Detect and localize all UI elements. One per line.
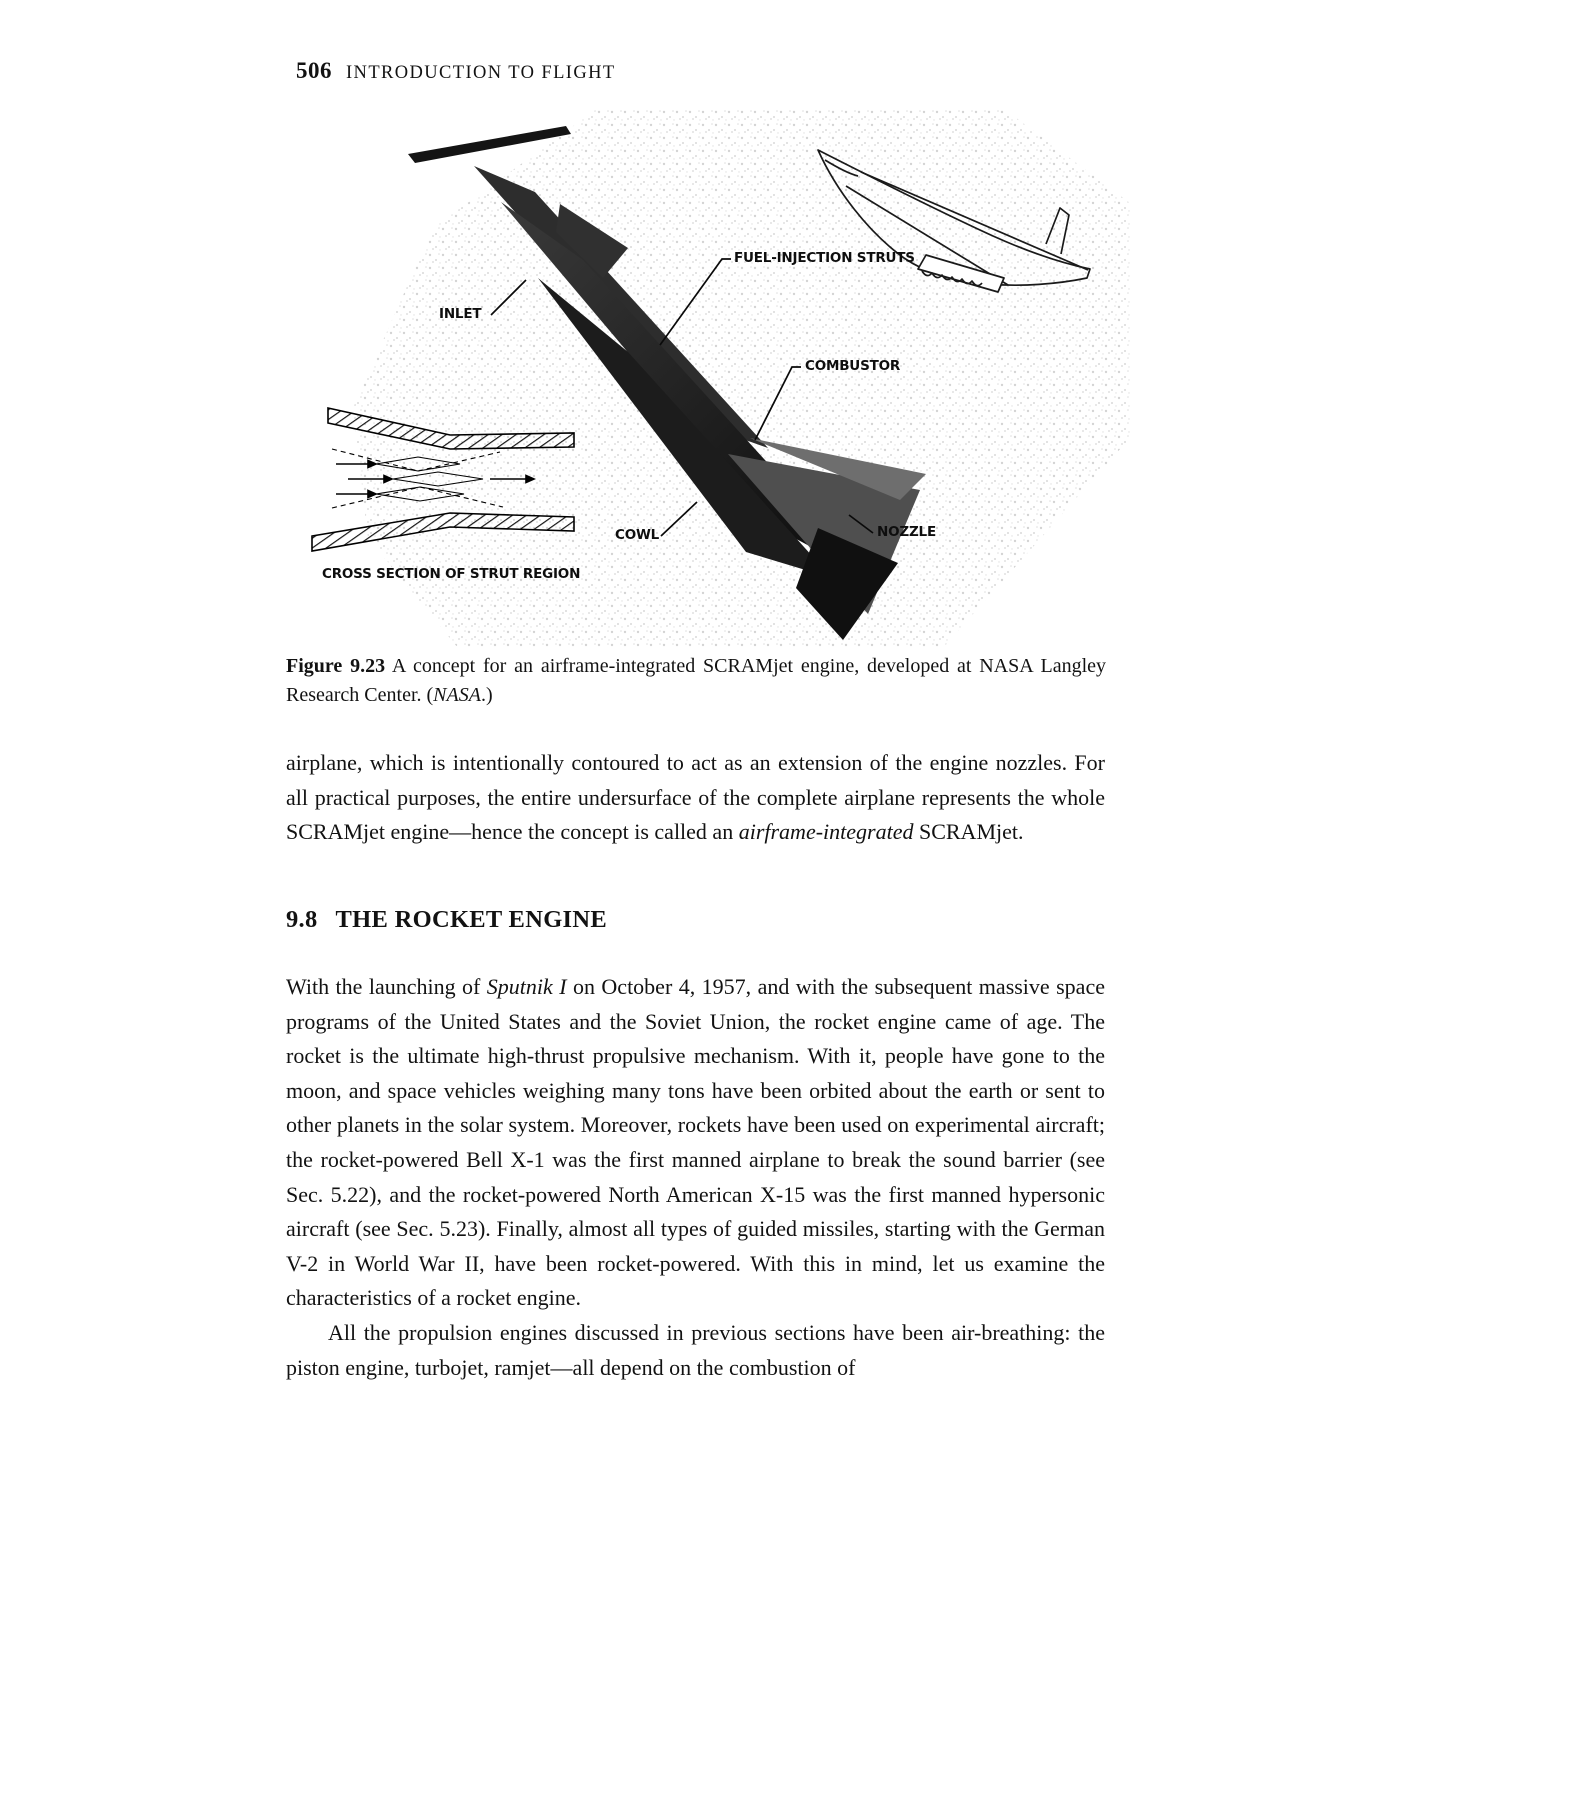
figure-caption-credit: NASA [433,683,481,706]
paragraph-air-breathing: All the propulsion engines discussed in previous sections have been air-breathing: the piston engine, turbojet, ramjet—all depend on the combustion of [286,1319,1105,1380]
page-number: 506 [296,58,332,83]
paragraph2-italic-sputnik: Sputnik I [486,974,567,999]
figure-caption [286,652,1106,709]
page-header [296,58,616,84]
label-fuel-injection-struts: FUEL-INJECTION STRUTS [734,250,915,266]
section-title: THE ROCKET ENGINE [335,906,608,933]
figure-caption-text: A concept for an airframe-integrated SCRAMjet engine, developed at NASA Langley Research Center. ( [286,655,1107,706]
paragraph1-text: airplane, which is intentionally contoured to act as an extension of the engine nozzles. For all practical purposes, the entire undersurface of the complete airplane represents the whole SCRAMjet engine—hence the concept is called an [286,750,1105,845]
paragraph1-italic-term: airframe-integrated [738,819,914,845]
paragraph1-end: SCRAMjet. [913,819,1024,845]
section-number: 9.8 [286,906,318,933]
label-combustor: COMBUSTOR [805,358,901,374]
label-nozzle: NOZZLE [877,524,936,540]
figure-caption-number: Figure 9.23 [286,655,386,677]
running-head-title: INTRODUCTION TO FLIGHT [346,63,616,83]
label-cross-section: CROSS SECTION OF STRUT REGION [322,566,581,582]
paragraph2-start: With the launching of [286,974,487,999]
paragraph2-rest: on October 4, 1957, and with the subsequent massive space programs of the United States and the Soviet Union, the rocket engine came of age. The rocket is the ultimate high-thrust propulsive mechanism. With it, people have gone to the moon, and space vehicles weighing many tons have been orbited about the earth or sent to other planets in the solar system. Moreover, rockets have been used on experimental aircraft; the rocket-powered Bell X-1 was the first manned airplane to break the sound barrier (see Sec. 5.22), and the rocket-powered North American X-15 was the first manned hypersonic aircraft (see Sec. 5.23). Finally, almost all types of guided missiles, starting with the German V-2 in World War II, have been rocket-powered. With this in mind, let us examine the characteristics of a rocket engine. [286,974,1105,1311]
figure-caption-close: .) [480,683,493,706]
rocket-engine-body [286,970,1105,1385]
figure-9-23-diagram [298,108,1130,648]
label-inlet: INLET [439,306,482,322]
paragraph-airframe-integrated [286,746,1105,850]
label-cowl: COWL [615,527,660,543]
paragraph-rocket-intro [286,970,1105,1316]
section-heading-9-8 [286,906,607,934]
